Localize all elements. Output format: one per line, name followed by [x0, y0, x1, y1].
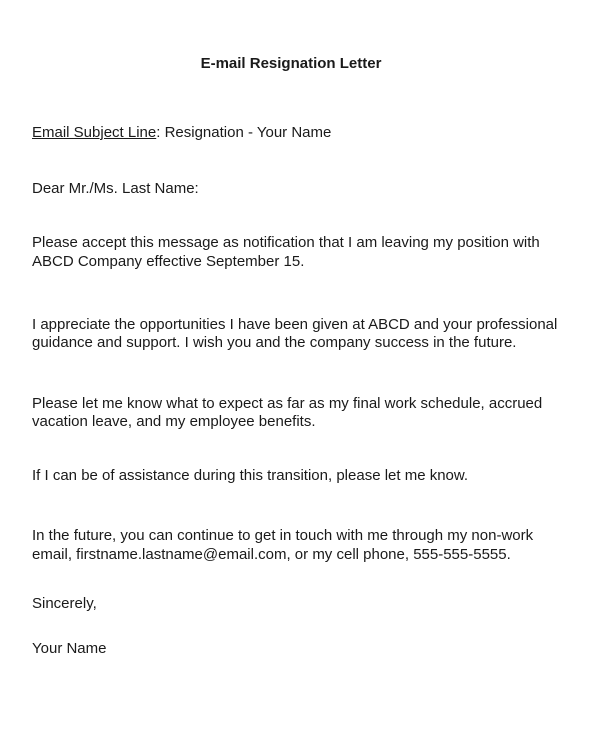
signature-name: Your Name — [32, 640, 107, 657]
closing: Sincerely, — [32, 595, 97, 612]
paragraph-4-line-1: If I can be of assistance during this transition, please let me know. — [32, 467, 469, 484]
subject-line — [32, 123, 331, 142]
paragraph-5-line-1: In the future, you can continue to get in touch with me through my non-work — [32, 527, 534, 544]
paragraph-5-line-2: email, firstname.lastname@email.com, or my cell phone, 555-555-5555. — [32, 546, 511, 563]
paragraph-3-line-2: vacation leave, and my employee benefits. — [32, 413, 316, 430]
paragraph-1-line-1: Please accept this message as notification that I am leaving my position with — [32, 234, 540, 251]
paragraph-3-line-1: Please let me know what to expect as far as my final work schedule, accrued — [32, 395, 543, 412]
salutation: Dear Mr./Ms. Last Name: — [32, 180, 199, 197]
paragraph-1-line-2: ABCD Company effective September 15. — [32, 253, 305, 270]
document-title: E-mail Resignation Letter — [200, 55, 382, 72]
subject-label: Email Subject Line — [32, 124, 157, 141]
paragraph-2-line-1: I appreciate the opportunities I have been given at ABCD and your professional — [32, 316, 558, 333]
paragraph-2-line-2: guidance and support. I wish you and the company success in the future. — [32, 334, 517, 351]
subject-value: : Resignation - Your Name — [156, 124, 332, 141]
